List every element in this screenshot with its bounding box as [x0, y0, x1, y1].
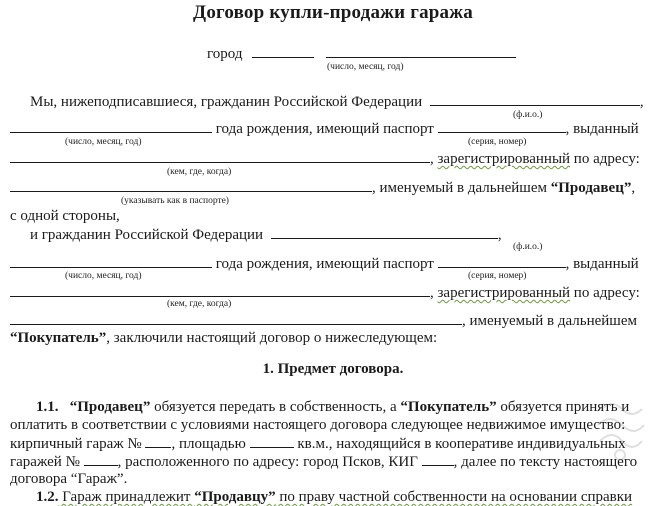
party1-side-text: с одной стороны, [10, 208, 120, 224]
party2-intro: и гражданин Российской Федерации [30, 227, 264, 243]
clause-1-2-line-1: 1.2. Гараж принадлежит “Продавцу” по праву частной собственности на основании справки [36, 489, 633, 505]
party1-issuer-hint: (кем, где, когда) [167, 167, 232, 177]
party2-issuer-field[interactable] [10, 284, 430, 297]
garage-area-field[interactable] [250, 435, 294, 448]
party2-birth-line: года рождения, имеющий паспорт , выданный [10, 255, 639, 273]
party2-birthdate-field[interactable] [10, 255, 212, 268]
party1-address-line: , именуемый в дальнейшем “Продавец”, [10, 179, 635, 197]
party2-fio-hint: (ф.и.о.) [513, 242, 543, 252]
party2-address-line: , именуемый в дальнейшем [10, 312, 637, 330]
date-hint: (число, месяц, год) [327, 62, 404, 72]
party1-passport-hint: (серия, номер) [468, 137, 527, 147]
party1-birth-text: года рождения, имеющий паспорт [215, 121, 434, 137]
party2-address-field[interactable] [10, 312, 462, 325]
date-field[interactable] [326, 45, 516, 58]
section-1-heading: 1. Предмет договора. [262, 361, 404, 377]
party1-intro: Мы, нижеподписавшиеся, гражданин Российской Федерации [30, 94, 423, 110]
party1-fio-field[interactable] [430, 93, 640, 106]
party2-passport-field[interactable] [438, 255, 566, 268]
party1-issuer-line: , зарегистрированный по адресу: [10, 150, 640, 168]
party1-address-field[interactable] [10, 179, 372, 192]
watermark-logo-icon [590, 395, 650, 465]
party1-fio-hint: (ф.и.о.) [513, 110, 543, 120]
clause-1-1-line-3: кирпичный гараж № , площадью кв.м., находящийся в кооперативе индивидуальных [10, 436, 626, 452]
document-title: Договор купли-продажи гаража [193, 2, 473, 23]
clause-1-1-line-1: 1.1. “Продавец” обязуется передать в собственность, а “Покупатель” обязуется принять и [36, 399, 630, 415]
clause-1-1-line-2: оплатить в соответствии с условиями настоящего договора следующее недвижимое имущество: [10, 417, 626, 433]
buyer-role: “Покупатель” [10, 330, 107, 346]
kig-number-field[interactable] [422, 453, 454, 466]
clause-1-1-line-5: договора “Гараж”. [10, 471, 128, 487]
city-field[interactable] [252, 45, 314, 58]
party2-passport-hint: (серия, номер) [468, 271, 527, 281]
party2-intro-line: и гражданин Российской Федерации , [30, 227, 502, 243]
city-line [207, 45, 516, 63]
party2-date-hint: (число, месяц, год) [65, 271, 142, 281]
seller-role: “Продавец” [550, 180, 632, 196]
party2-issuer-line: , зарегистрированный по адресу: [10, 284, 640, 302]
party2-birth-text: года рождения, имеющий паспорт [215, 256, 434, 272]
party2-conclusion-line: “Покупатель”, заключили настоящий договор о нижеследующем: [10, 330, 438, 346]
cooperative-number-field[interactable] [84, 453, 118, 466]
garage-number-field[interactable] [145, 435, 171, 448]
party1-date-hint: (число, месяц, год) [65, 137, 142, 147]
party1-issuer-field[interactable] [10, 150, 430, 163]
party2-fio-field[interactable] [271, 226, 498, 239]
party1-passport-field[interactable] [438, 120, 566, 133]
city-label: город [207, 46, 243, 62]
party1-birthdate-field[interactable] [10, 120, 212, 133]
party2-issuer-hint: (кем, где, когда) [167, 299, 232, 309]
party1-as-passport-hint: (указывать как в паспорте) [121, 196, 229, 206]
clause-1-1-line-4: гаражей № , расположенного по адресу: город Псков, КИГ , далее по тексту настоящего [10, 454, 638, 470]
party1-birth-line: года рождения, имеющий паспорт , выданный [10, 120, 639, 138]
party1-intro-line: Мы, нижеподписавшиеся, гражданин Российской Федерации , [30, 94, 644, 110]
